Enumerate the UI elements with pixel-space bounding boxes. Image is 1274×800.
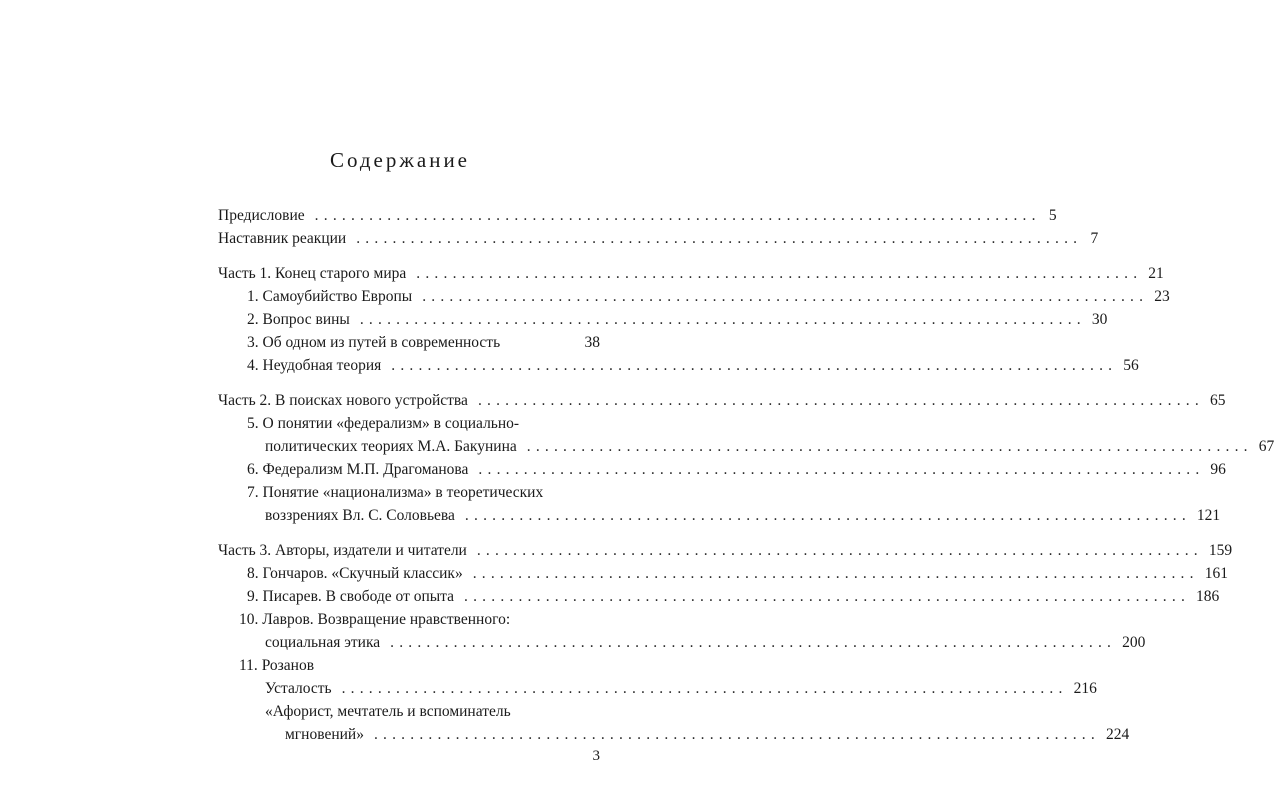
dot-leader: ................................................................................ [314, 207, 1041, 224]
toc-entry-chapter-11-sub-2-line-2[interactable] [285, 724, 1130, 746]
toc-entry-page: 21 [1148, 265, 1164, 282]
toc-entry-title: Предисловие [218, 207, 305, 224]
toc-entry-chapter-3[interactable] [247, 332, 600, 354]
toc-entry-title: Усталость [265, 680, 332, 697]
toc-entry-chapter-5-line-1[interactable] [247, 413, 600, 435]
toc-entry-page: 96 [1210, 461, 1226, 478]
toc-entry-chapter-10-line-1[interactable] [239, 609, 600, 631]
toc-entry-title: мгновений» [285, 726, 364, 743]
chapter-number: 10. [239, 611, 259, 628]
dot-leader: ................................................................................ [477, 392, 1204, 409]
toc-entry-chapter-4[interactable] [247, 355, 1139, 377]
toc-entry-page: 159 [1208, 542, 1233, 559]
chapter-number: 5. [247, 415, 259, 432]
dot-leader: ................................................................................ [391, 357, 1118, 374]
chapter-number: 4. [247, 357, 259, 374]
toc-entry-title: Гончаров. «Скучный классик» [262, 565, 463, 582]
dot-leader: ................................................................................ [373, 726, 1100, 743]
toc-entry-page: 38 [584, 334, 600, 351]
dot-leader: ................................................................................ [472, 565, 1199, 582]
dot-leader: ................................................................................ [464, 588, 1191, 605]
chapter-number: 11. [239, 657, 258, 674]
toc-entry-page: 224 [1105, 726, 1130, 743]
dot-leader: ................................................................................ [390, 634, 1117, 651]
dot-leader: ................................................................................ [359, 311, 1086, 328]
toc-entry-part-2[interactable] [218, 390, 1226, 412]
chapter-number: 7. [247, 484, 259, 501]
dot-leader: ................................................................................ [341, 680, 1068, 697]
toc-entry-page: 67 [1258, 438, 1274, 455]
toc-entry-title: Вопрос вины [262, 311, 350, 328]
toc-entry-chapter-8[interactable] [247, 563, 1228, 585]
chapter-number: 1. [247, 288, 259, 305]
toc-entry-title: Наставник реакции [218, 230, 347, 247]
chapter-number: 3. [247, 334, 259, 351]
toc-entry-title: Писарев. В свободе от опыта [262, 588, 455, 605]
toc-entry-page: 216 [1073, 680, 1097, 697]
toc-entry-title: Часть 2. В поисках нового устройства [218, 392, 468, 409]
toc-entry-title: «Афорист, мечтатель и вспоминатель [265, 703, 511, 720]
toc-entry-page: 65 [1209, 392, 1226, 409]
chapter-number: 2. [247, 311, 259, 328]
toc-entry-chapter-2[interactable] [247, 309, 1108, 331]
chapter-number: 9. [247, 588, 259, 605]
dot-leader: ................................................................................ [526, 438, 1253, 455]
chapter-number: 6. [247, 461, 259, 478]
dot-leader: ................................................................................ [356, 230, 1083, 247]
toc-entry-chapter-10-line-2[interactable] [265, 632, 1146, 654]
toc-entry-preface[interactable] [218, 205, 1057, 227]
toc-entry-chapter-9[interactable] [247, 586, 1220, 608]
toc-title: Содержание [329, 148, 471, 172]
toc-entry-chapter-1[interactable] [247, 286, 1170, 308]
toc-entry-title: Неудобная теория [262, 357, 382, 374]
toc-entry-page: 56 [1123, 357, 1139, 374]
dot-leader: ................................................................................ [464, 507, 1191, 524]
toc-entry-page: 121 [1196, 507, 1221, 524]
page-number: 3 [592, 748, 600, 764]
toc-entry-page: 23 [1154, 288, 1170, 305]
toc-entry-title: О понятии «федерализм» в социально- [262, 415, 520, 432]
toc-entry-title: социальная этика [265, 634, 381, 651]
toc-entry-page: 5 [1048, 207, 1057, 224]
toc-entry-title: Розанов [261, 657, 315, 674]
toc-entry-mentor[interactable] [218, 228, 1099, 250]
toc-entry-chapter-7-line-2[interactable] [265, 505, 1221, 527]
toc-entry-title: Об одном из путей в современность [262, 334, 501, 351]
toc-entry-title: политических теориях М.А. Бакунина [265, 438, 517, 455]
toc-entry-title: Часть 3. Авторы, издатели и читатели [218, 542, 467, 559]
chapter-number: 8. [247, 565, 259, 582]
toc-entry-page: 30 [1091, 311, 1108, 328]
toc-entry-title: Самоубийство Европы [262, 288, 413, 305]
toc-entry-title: Часть 1. Конец старого мира [218, 265, 407, 282]
toc-entry-chapter-11-sub-1[interactable] [265, 678, 1097, 700]
dot-leader: ................................................................................ [422, 288, 1149, 305]
toc-entry-part-3[interactable] [218, 540, 1233, 562]
toc-entry-page: 7 [1090, 230, 1099, 247]
toc-entry-chapter-11-sub-2-line-1[interactable] [265, 701, 600, 723]
toc-entry-page: 200 [1122, 634, 1146, 651]
dot-leader: ................................................................................ [478, 461, 1205, 478]
toc-entry-title: воззрениях Вл. С. Соловьева [265, 507, 455, 524]
toc-entry-part-1[interactable] [218, 263, 1164, 285]
toc-entry-page: 161 [1204, 565, 1228, 582]
dot-leader: ................................................................................ [476, 542, 1203, 559]
toc-entry-title: Лавров. Возвращение нравственного: [262, 611, 511, 628]
toc-entry-chapter-11[interactable] [239, 655, 600, 677]
toc-entry-chapter-6[interactable] [247, 459, 1226, 481]
toc-entry-chapter-7-line-1[interactable] [247, 482, 600, 504]
dot-leader: ................................................................................ [416, 265, 1143, 282]
toc-entry-title: Понятие «национализма» в теоретических [262, 484, 544, 501]
toc-entry-chapter-5-line-2[interactable] [265, 436, 1274, 458]
toc-entry-page: 186 [1196, 588, 1220, 605]
toc-entry-title: Федерализм М.П. Драгоманова [262, 461, 469, 478]
